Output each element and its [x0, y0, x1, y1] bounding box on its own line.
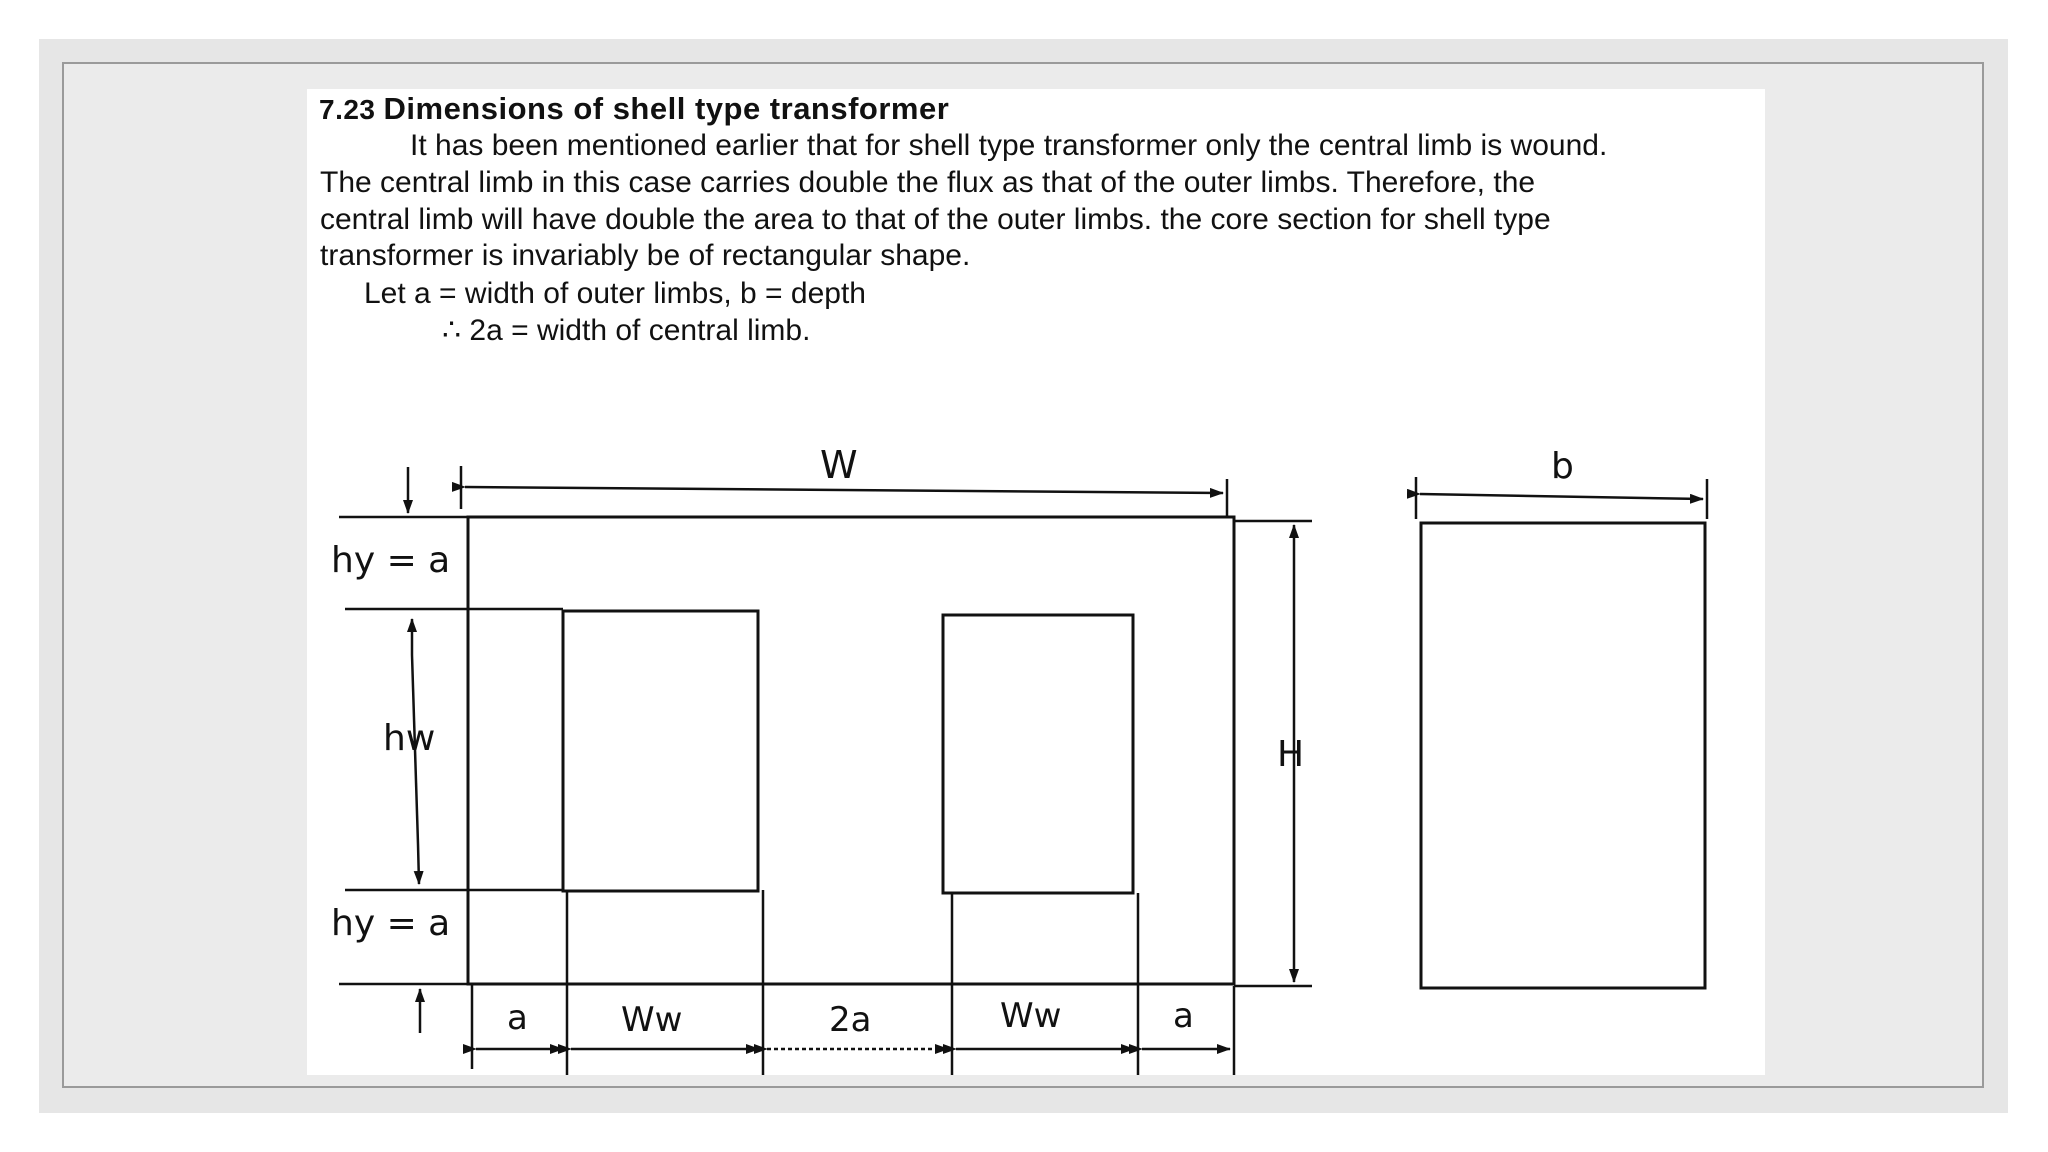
label-Ww-left: Ww: [621, 1000, 683, 1040]
document-page: [307, 89, 1765, 1075]
section-number: 7.23: [319, 94, 376, 125]
paragraph-line-2: The central limb in this case carries double the flux as that of the outer limbs. Therefore, the: [320, 166, 1536, 199]
therefore-statement: ∴ 2a = width of central limb.: [442, 314, 811, 347]
side-view: [1421, 523, 1705, 988]
label-a-right: a: [1173, 996, 1194, 1036]
label-a-left: a: [507, 998, 528, 1038]
paragraph-line-4: transformer is invariably be of rectangular shape.: [320, 239, 971, 272]
core-outline: [468, 517, 1234, 984]
paragraph-line-3: central limb will have double the area to that of the outer limbs. the core section for shell type: [320, 203, 1551, 236]
label-hy-bottom: hy = a: [331, 903, 451, 944]
left-window: [563, 611, 758, 891]
label-hy-top: hy = a: [331, 540, 451, 581]
label-Ww-right: Ww: [1000, 996, 1062, 1036]
section-title: Dimensions of shell type transformer: [383, 91, 950, 126]
label-b: b: [1551, 446, 1574, 487]
label-W: W: [820, 443, 858, 487]
label-2a: 2a: [829, 1000, 872, 1040]
let-definition: Let a = width of outer limbs, b = depth: [364, 277, 866, 310]
label-hw: hw: [383, 718, 436, 759]
paragraph-line-1: It has been mentioned earlier that for shell type transformer only the central limb is wound.: [410, 129, 1608, 162]
shell-transformer-diagram: [307, 89, 1765, 1075]
right-window: [943, 615, 1133, 893]
label-H: H: [1277, 734, 1305, 775]
